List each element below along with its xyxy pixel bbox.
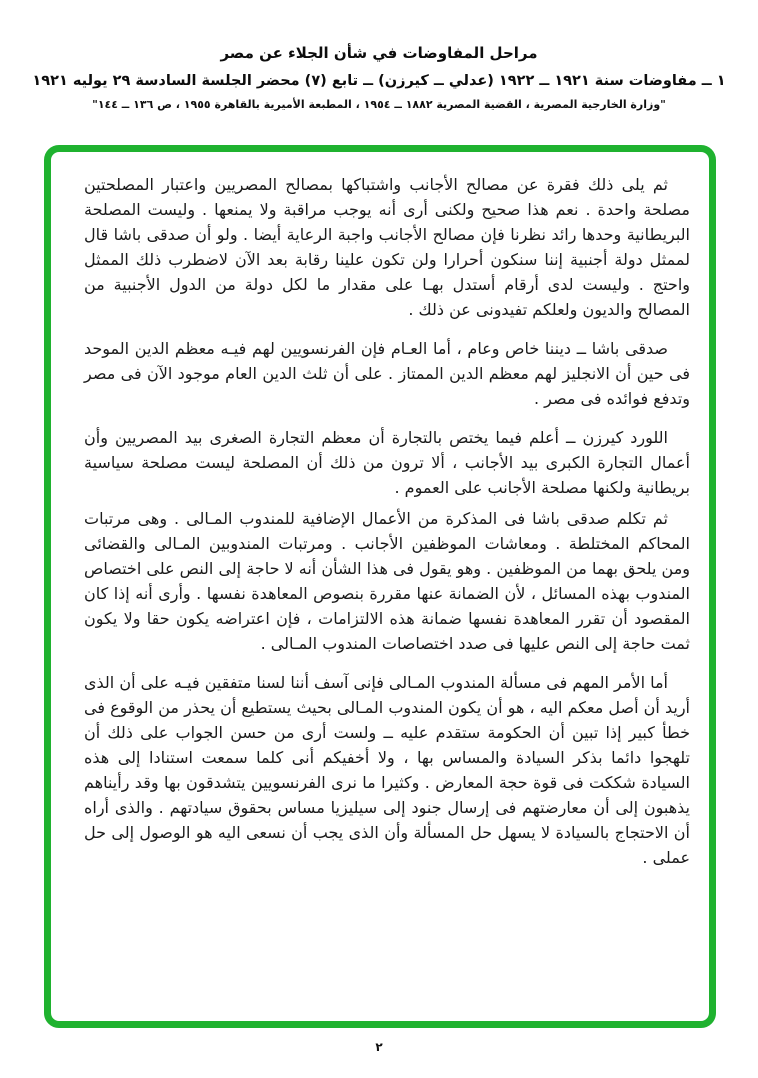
page-title: مراحل المفاوضات في شأن الجلاء عن مصر — [220, 44, 538, 62]
source-citation-note: "وزارة الخارجية المصرية ، القضية المصرية ١٨٨٢ ــ ١٩٥٤ ، المطبعة الأميرية بالقاهرة ١٩٥٥ ، ص ١٣٦ ــ ١٤٤" — [92, 98, 666, 111]
document-paragraph-1: ثم يلى ذلك فقرة عن مصالح الأجانب واشتباكها بمصالح المصريين واعتبار المصلحتين مصلحة واحدة . نعم هذا صحيح ولكنى أرى أنه يوجب مراقبة ولا يمنعها . وليست المصلحة البريطانية وحدها رائد نظرنا فإن مصالح الأجانب واجبة الرعاية أيضا . ولو أن صدقى باشا قال لممثل دولة أجنبية إننا سنكون أحرارا ولن تكون علينا رقابة بعد الآن لاضطرب ذلك الممثل واحتج . وليست لدى أرقام أستدل بهـا على مقدار ما لكل دولة من الدول الأجنبية من المصالح والديون ولعلكم تفيدونى عن ذلك . — [84, 175, 690, 319]
document-paragraph-4: ثم تكلم صدقى باشا فى المذكرة من الأعمال الإضافية للمندوب المـالى . وهى مرتبات المحاكم المختلطة . ومعاشات الموظفين الأجانب . ومرتبات المندوبين المـالى والقضائى ومن يلحق بهما من الموظفين . وهو يقول فى هذا الشأن أنه لا حاجة إلى النص على اختصاص المندوب بهذه المسائل ، لأن الضمانة عنها مقررة بنصوص المعاهدة نفسها . وأرى أنه إذا كان المقصود أن تقرر المعاهدة نفسها ضمانة هذه الالتزامات ، فإن اعتراضه يكون حقا ولا يكون ثمت حاجة إلى النص عليها فى صدد اختصاصات المندوب المـالى . — [84, 509, 690, 653]
page-subtitle: ١ ــ مفاوضات سنة ١٩٢١ ــ ١٩٢٢ (عدلي ــ كيرزن) ــ تابع (٧) محضر الجلسة السادسة ٢٩ يوليه ١٩٢١ — [32, 73, 726, 89]
document-paragraph-3: اللورد كيرزن ــ أعلم فيما يختص بالتجارة أن معظم التجارة الصغرى بيد المصريين وأن أعمال التجارة الكبرى بيد الأجانب ، ألا ترون من ذلك أن المصلحة ليست مصلحة سياسية بريطانية ولكنها مصلحة الأجانب على العموم . — [84, 428, 690, 497]
page-header — [0, 44, 758, 111]
document-scan-text — [84, 172, 690, 884]
document-paragraph-5: أما الأمر المهم فى مسألة المندوب المـالى فإنى آسف أننا لسنا متفقين فيـه على أن الذى أريد أن أصل معكم اليه ، هو أن يكون المندوب المـالى بحيث يستطيع أن يحذر من الوقوع فى خطأ كبير إذا تبين أن الحكومة ستقدم عليه ــ ولست أرى من حسن الجواب على ذلك أن تلهجوا دائما بذكر السيادة والمساس بها ، ولا أخفيكم أنى كلما سمعت استنادا إلى هذه السيادة شككت فى قوة حجة المعارض . وكثيرا ما نرى الفرنسويين يتشدقون بها وقد رأيناهم يذهبون إلى أن معارضتهم فى إرسال جنود إلى سيليزيا مساس بحقوق سيادتهم . والذى أراه أن الاحتجاج بالسيادة لا يسهل حل المسألة وأن الذى يجب أن نسعى اليه هو الوصول إلى حل عملى . — [84, 673, 690, 867]
document-green-frame — [44, 145, 716, 1028]
page-number: ٢ — [375, 1040, 383, 1054]
document-paragraph-2: صدقى باشا ــ ديننا خاص وعام ، أما العـام فإن الفرنسويين لهم فيـه معظم الدين الموحد فى حين أن الانجليز لهم معظم الدين الممتاز . على أن ثلث الدين العام موجود الآن فى مصر وتدفع فوائده فى مصر . — [84, 339, 690, 408]
